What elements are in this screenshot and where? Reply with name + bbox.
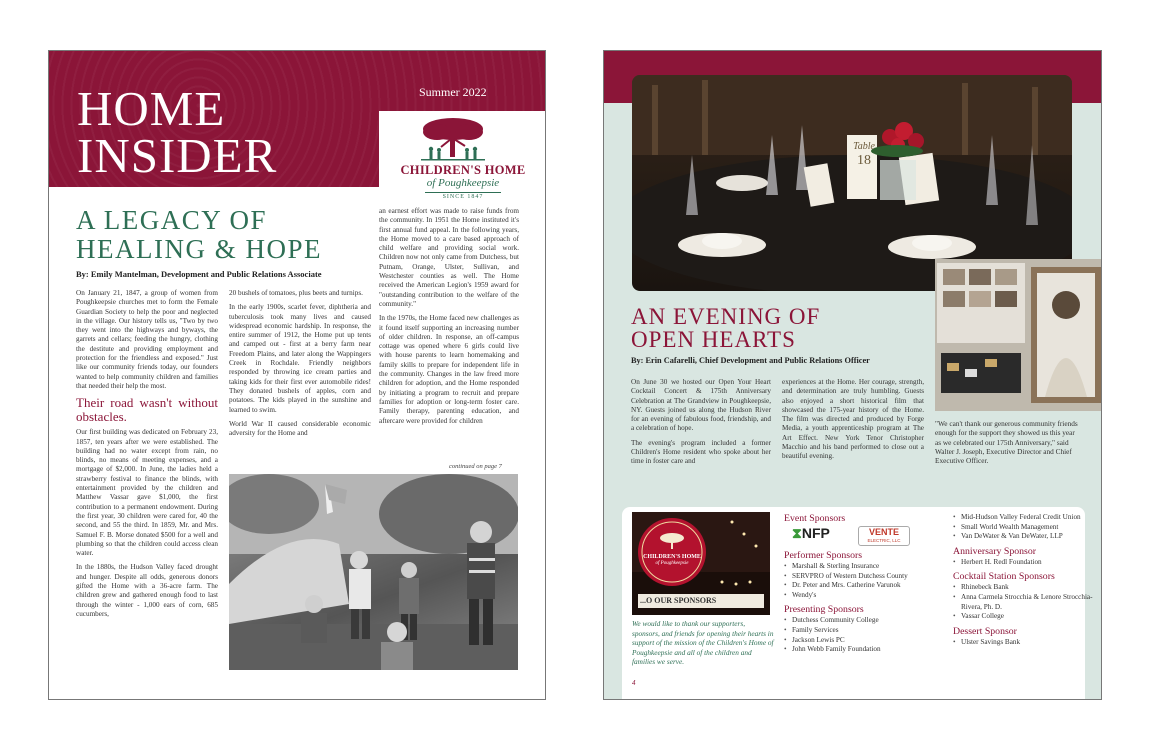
nfp-mark-icon: ⧗ (792, 525, 802, 541)
table-card-number: 18 (857, 153, 871, 168)
vente-logo-top: VENTE (868, 527, 899, 537)
paragraph: In the early 1900s, scarlet fever, diphtheria and tuberculosis took many lives and caused widespread economic hardship. In response, the entire summer of 1912, the Home put up tents and camped out - first at a berry farm near Freedom Plains, and later along the Wappingers Creek in Rochdale. Friendly neighbors responded by throwing ice cream parties and taking kids for their first ever automobile rides! They donated bushels of apples, corn and potatoes. The kids played in the sunshine and learned to swim. (229, 303, 371, 414)
director-quote: "We can't thank our generous community friends enough for the support they showed us this year as we celebrated our 175th Anniversary," said Walter J. Joseph, Executive Director and Chief Executive Officer. (935, 419, 1078, 466)
sign-logo-name: CHILDREN'S HOME (643, 554, 701, 560)
newsletter-page-right (603, 50, 1102, 700)
paragraph: Our first building was dedicated on February 23, 1857, ten years after we were established. The building had no water except from rain, no blinds, no means of meeting expenses, and a mortgage of $2,000. In June, the ladies held a strawberry festival to finance the blinds, with entertainment provided by the children and Matthew Vassar gave $1,000, the first contribution to a permanent endowment. During the first year, 30 children were cared for, 40 the second, and 55 the third. In 1859, Mr. and Mrs. Samuel F. B. Morse donated $500 for a well and plumbing so that the children could access clean water. (76, 428, 218, 558)
logo-divider (425, 192, 501, 193)
sponsor-heading-event: Event Sponsors (784, 513, 846, 524)
dessert-sponsor-list (953, 638, 1093, 648)
article-headline-legacy (76, 206, 376, 264)
article-column-3 (379, 207, 519, 431)
article-column-1 (631, 378, 771, 472)
masthead-title-line1: HOME (77, 81, 226, 136)
sponsor-heading-presenting: Presenting Sponsors (784, 604, 864, 616)
paragraph: 20 bushels of tomatoes, plus beets and turnips. (229, 289, 363, 297)
page-number: 4 (632, 679, 636, 687)
paragraph: experiences at the Home. Her courage, strength, and determination are truly humbling. Guests also enjoyed a short historical film that showcased the 175-year history of the Home. The film was directed and produced by Forge Media, a youth apprenticeship program at The Art Effect. New York Tenor Christopher Macchio and his band performed to close out a beautiful evening. (782, 378, 924, 461)
paragraph: The evening's program included a former Children's Home resident who spoke about her time in foster care and (631, 438, 771, 466)
paragraph: On June 30 we hosted our Open Your Heart Cocktail Concert & 175th Anniversary Celebration at The Grandview in Poughkeepsie, NY. Guests joined us along the Hudson River for an evening of fabulous food, friendship, and a celebration of hope. (631, 378, 771, 433)
list-item: • Mid-Hudson Valley Federal Credit Union (953, 513, 1093, 523)
list-item: • Herbert H. Redl Foundation (953, 558, 1093, 568)
article-column-1 (76, 289, 218, 624)
headline-line1: A LEGACY OF (76, 205, 268, 235)
article-subhead: Their road wasn't without obstacles. (76, 395, 218, 425)
masthead-title-line2: INSIDER (77, 128, 278, 183)
article-column-2 (782, 378, 924, 467)
list-item: • Van DeWater & Van DeWater, LLP (953, 532, 1093, 542)
sponsor-column-2 (953, 513, 1093, 651)
performer-sponsor-list (784, 562, 934, 600)
paragraph: In the 1880s, the Hudson Valley faced drought and hunger. Despite all odds, generous donors gifted the Home with a 36-acre farm. The children grew and gathered enough food to last through the winter - 1,000 ears of corn, 685 cucumbers, (76, 563, 218, 618)
sponsor-column-1 (784, 513, 934, 659)
paragraph: World War II caused considerable economic adversity for the Home and (229, 419, 371, 438)
list-item: • Ulster Savings Bank (953, 638, 1093, 648)
paragraph: On January 21, 1847, a group of women from Poughkeepsie churches met to form the Female Guardian Society to help the poor and neglected in the village. Our history tells us, "Two by two they went into the highways and byways, the garrets and cellars; feeding the hungry, clothing the destitute and providing employment and protection for the friendless and exposed." Just like our community friends today, our founders wanted to help community children and families that needed their help the most. (76, 289, 218, 390)
logo-since: SINCE 1847 (442, 194, 484, 200)
logo-name: CHILDREN'S HOME (400, 163, 526, 177)
list-item: • Family Services (784, 626, 934, 636)
article-column-2 (229, 289, 371, 443)
anniversary-sponsor-list (953, 558, 1093, 568)
list-item: • Rhinebeck Bank (953, 583, 1093, 593)
masthead-title (77, 81, 278, 183)
sponsor-thanks-note: We would like to thank our supporters, sponsors, and friends for opening their hearts in support of the mission of the Children's Home of Poughkeepsie and all of the children and families we serve. (632, 619, 774, 666)
vente-logo-bottom: ELECTRIC, LLC (867, 538, 901, 543)
sign-text: ...O OUR SPONSORS (640, 596, 717, 605)
list-item: • Wendy's (784, 591, 934, 601)
sponsor-sign-photo (632, 512, 770, 615)
table-number-card (851, 141, 877, 170)
sponsor-heading-anniversary: Anniversary Sponsor (953, 545, 1036, 557)
article-byline: By: Emily Mantelman, Development and Public Relations Associate (76, 269, 322, 279)
list-item: • Anna Carmela Strocchia & Lenore Strocchia-Rivera, Ph. D. (953, 593, 1093, 612)
list-item: • SERVPRO of Western Dutchess County (784, 572, 934, 582)
continued-note: continued on page 7 (449, 463, 502, 470)
historical-photo-illustration (229, 474, 518, 670)
list-item: • Jackson Lewis PC (784, 636, 934, 646)
event-sponsor-logos (784, 526, 934, 548)
list-item: • Small World Wealth Management (953, 523, 1093, 533)
list-item: • John Webb Family Foundation (784, 645, 934, 655)
historical-children-photo (229, 474, 518, 670)
paragraph: In the 1970s, the Home faced new challenges as it found itself supporting an increasing number of older children. In response, an off-campus cottage was opened where 6 girls could live with house parents to learn homemaking and family skills to prepare for independent life in the community. Changes in the law freed more children for adoption, and the Home responded by initiating a program to recruit and prepare families for adoption or long-term foster care. Family therapy, parenting education, and aftercare were provided for children (379, 314, 519, 425)
headline-line2: OPEN HEARTS (631, 327, 796, 352)
newsletter-page-left (48, 50, 546, 700)
paragraph: an earnest effort was made to raise funds from the community. In 1951 the Home instituted it's first annual fund appeal. In the following years, the Home moved to a care based approach of child welfare and providing social work. Children now not only came from Dutchess, but Putnam, Orange, Ulster, Sullivan, and Westchester counties as well. The Home received the American Legion's 1959 award for "outstanding contribution to the welfare of the community." (379, 207, 519, 308)
list-item: • Dr. Peter and Mrs. Catherine Varunok (784, 581, 934, 591)
display-photo-illustration (935, 259, 1102, 411)
nfp-logo (792, 525, 830, 541)
headline-line2: HEALING & HOPE (76, 234, 322, 264)
sign-logo-sub: of Poughkeepsie (655, 561, 689, 566)
issue-date: Summer 2022 (419, 85, 487, 99)
logo-subtitle: of Poughkeepsie (426, 177, 500, 189)
list-item: • Marshall & Sterling Insurance (784, 562, 934, 572)
tree-with-children-logo-icon (415, 117, 491, 161)
presenting-sponsor-list (784, 616, 934, 654)
vente-electric-logo (858, 526, 910, 546)
cocktail-sponsor-list (953, 583, 1093, 621)
headline-line1: AN EVENING OF (631, 304, 821, 329)
article-byline: By: Erin Cafarelli, Chief Development and Public Relations Officer (631, 356, 870, 365)
list-item: • Vassar College (953, 612, 1093, 622)
sponsor-heading-dessert: Dessert Sponsor (953, 625, 1017, 637)
list-item: • Dutchess Community College (784, 616, 934, 626)
sponsor-heading-cocktail: Cocktail Station Sponsors (953, 571, 1055, 583)
article-headline-open-hearts (631, 305, 820, 351)
misc-sponsor-list (953, 513, 1093, 542)
sponsor-heading-performer: Performer Sponsors (784, 550, 863, 561)
nfp-logo-text: NFP (801, 525, 830, 541)
table-card-label: Table (853, 141, 875, 152)
historical-display-photo (935, 259, 1102, 411)
